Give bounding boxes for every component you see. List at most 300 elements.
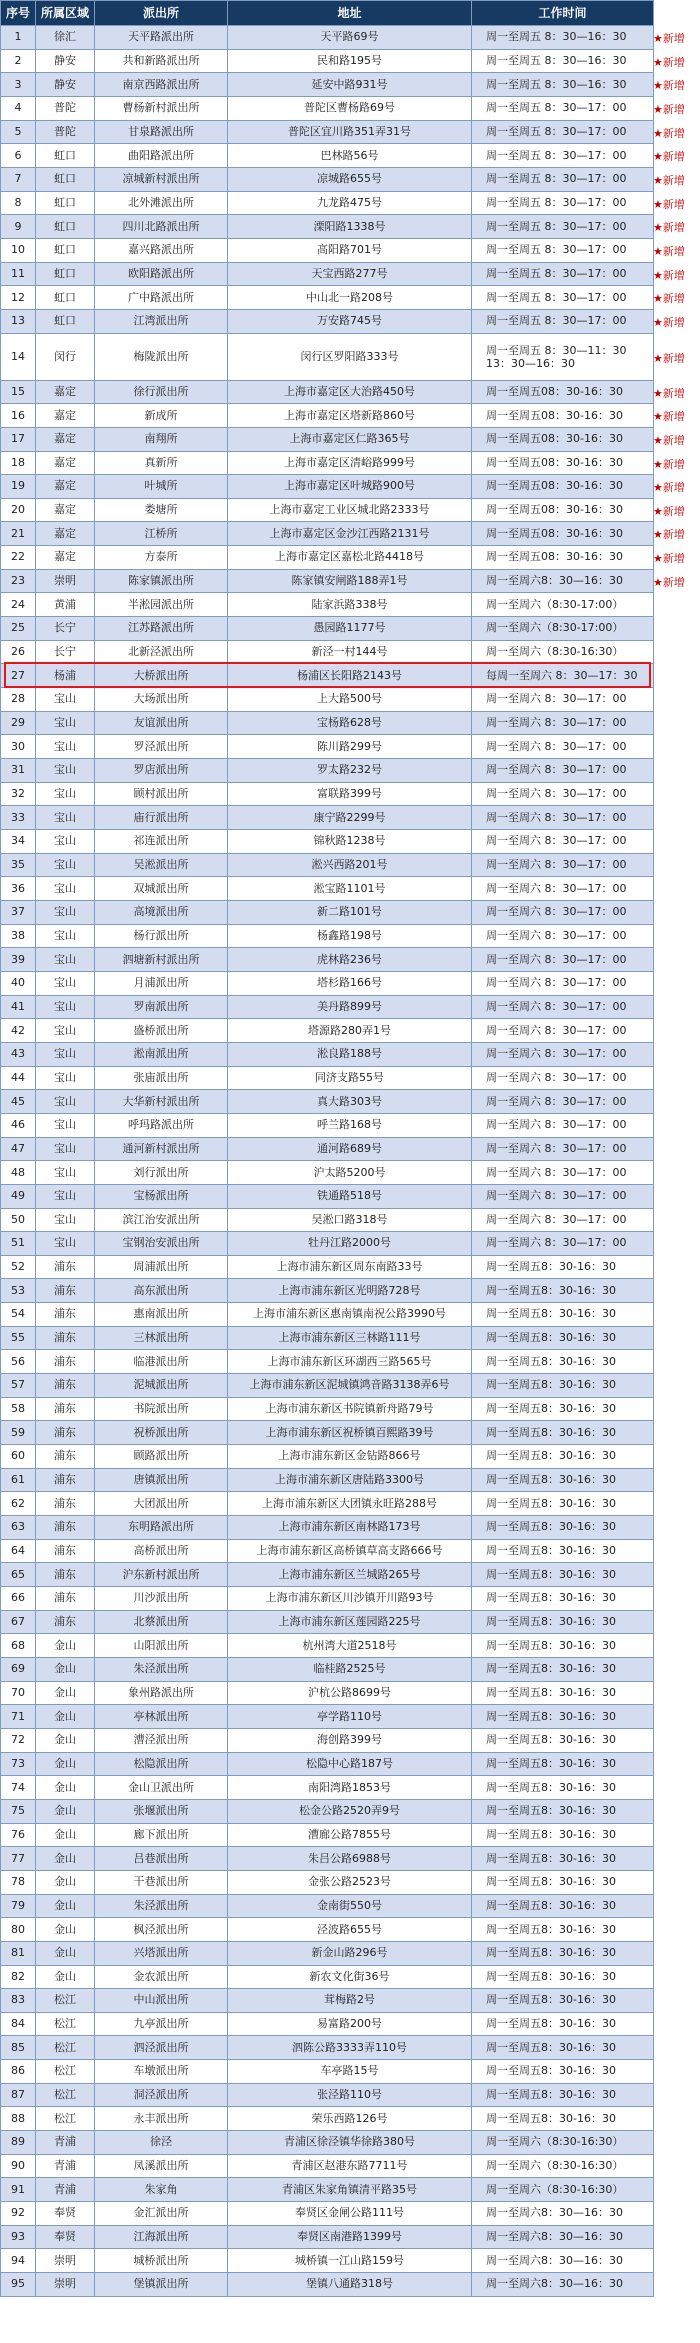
row-hours: 周一至周五8：30-16：30 bbox=[472, 1847, 654, 1871]
row-district: 宝山 bbox=[36, 782, 95, 806]
table-row bbox=[1, 1847, 654, 1871]
row-district: 嘉定 bbox=[36, 380, 95, 404]
new-badge bbox=[653, 526, 700, 542]
row-address: 上海市浦东新区大团镇永旺路288号 bbox=[228, 1492, 472, 1516]
row-district: 浦东 bbox=[36, 1397, 95, 1421]
header-district: 所属区域 bbox=[36, 1, 95, 26]
new-badge-label: 新增 bbox=[662, 198, 685, 211]
row-hours: 周一至周六 8：30—17：00 bbox=[472, 782, 654, 806]
row-index: 57 bbox=[1, 1374, 36, 1398]
row-index: 69 bbox=[1, 1657, 36, 1681]
table-row bbox=[1, 286, 654, 310]
table-row bbox=[1, 1255, 654, 1279]
table-row bbox=[1, 2107, 654, 2131]
row-station: 月浦派出所 bbox=[95, 971, 228, 995]
row-hours: 周一至周六 8：30—17：00 bbox=[472, 759, 654, 783]
table-row bbox=[1, 1350, 654, 1374]
row-address: 临桂路2525号 bbox=[228, 1657, 472, 1681]
new-badge-label: 新增 bbox=[662, 56, 685, 69]
row-district: 嘉定 bbox=[36, 522, 95, 546]
row-index: 42 bbox=[1, 1019, 36, 1043]
row-station: 陈家镇派出所 bbox=[95, 569, 228, 593]
row-hours: 周一至周五8：30-16：30 bbox=[472, 2083, 654, 2107]
table-row bbox=[1, 711, 654, 735]
row-address: 淞兴西路201号 bbox=[228, 853, 472, 877]
row-address: 上海市嘉定区清峪路999号 bbox=[228, 451, 472, 475]
table-row bbox=[1, 1539, 654, 1563]
table-row bbox=[1, 1681, 654, 1705]
row-address: 青浦区徐泾镇华徐路380号 bbox=[228, 2131, 472, 2155]
table-row bbox=[1, 191, 654, 215]
row-hours: 周一至周五08：30-16：30 bbox=[472, 522, 654, 546]
star-icon: ★ bbox=[653, 127, 663, 140]
table-row bbox=[1, 238, 654, 262]
row-index: 35 bbox=[1, 853, 36, 877]
row-station: 洞泾派出所 bbox=[95, 2083, 228, 2107]
row-address: 九龙路475号 bbox=[228, 191, 472, 215]
row-station: 曹杨新村派出所 bbox=[95, 96, 228, 120]
row-address: 上海市嘉定工业区城北路2333号 bbox=[228, 498, 472, 522]
new-badge-label: 新增 bbox=[662, 127, 685, 140]
row-index: 32 bbox=[1, 782, 36, 806]
row-address: 普陀区曹杨路69号 bbox=[228, 96, 472, 120]
row-hours: 周一至周六 8：30—17：00 bbox=[472, 688, 654, 712]
row-district: 长宁 bbox=[36, 640, 95, 664]
row-hours: 周一至周五 8：30—17：00 bbox=[472, 144, 654, 168]
row-district: 浦东 bbox=[36, 1563, 95, 1587]
table-row bbox=[1, 522, 654, 546]
row-index: 39 bbox=[1, 948, 36, 972]
table-row bbox=[1, 1965, 654, 1989]
row-index: 13 bbox=[1, 309, 36, 333]
row-district: 宝山 bbox=[36, 1184, 95, 1208]
row-station: 刘行派出所 bbox=[95, 1161, 228, 1185]
row-address: 车亭路15号 bbox=[228, 2060, 472, 2084]
row-district: 宝山 bbox=[36, 948, 95, 972]
row-district: 松江 bbox=[36, 2012, 95, 2036]
row-station: 书院派出所 bbox=[95, 1397, 228, 1421]
row-district: 浦东 bbox=[36, 1374, 95, 1398]
row-station: 泗泾派出所 bbox=[95, 2036, 228, 2060]
row-district: 金山 bbox=[36, 1705, 95, 1729]
row-index: 89 bbox=[1, 2131, 36, 2155]
row-station: 张堰派出所 bbox=[95, 1799, 228, 1823]
row-address: 上海市浦东新区周东南路33号 bbox=[228, 1255, 472, 1279]
row-index: 84 bbox=[1, 2012, 36, 2036]
row-district: 浦东 bbox=[36, 1445, 95, 1469]
row-station: 山阳派出所 bbox=[95, 1634, 228, 1658]
row-address: 青浦区朱家角镇清平路35号 bbox=[228, 2178, 472, 2202]
table-row bbox=[1, 948, 654, 972]
row-station: 大团派出所 bbox=[95, 1492, 228, 1516]
row-hours: 周一至周五8：30-16：30 bbox=[472, 1374, 654, 1398]
row-hours: 周一至周六8：30—16：30 bbox=[472, 2273, 654, 2297]
table-row bbox=[1, 167, 654, 191]
row-hours: 周一至周五 8：30—17：00 bbox=[472, 309, 654, 333]
table-row bbox=[1, 49, 654, 73]
row-address: 虎林路236号 bbox=[228, 948, 472, 972]
table-row bbox=[1, 995, 654, 1019]
row-hours: 周一至周五8：30-16：30 bbox=[472, 2107, 654, 2131]
row-district: 浦东 bbox=[36, 1539, 95, 1563]
row-hours: 周一至周六 8：30—17：00 bbox=[472, 1232, 654, 1256]
table-row bbox=[1, 1421, 654, 1445]
row-station: 兴塔派出所 bbox=[95, 1941, 228, 1965]
table-row bbox=[1, 1516, 654, 1540]
table-row bbox=[1, 1941, 654, 1965]
table-row bbox=[1, 1563, 654, 1587]
table-row bbox=[1, 451, 654, 475]
table-row bbox=[1, 971, 654, 995]
row-index: 41 bbox=[1, 995, 36, 1019]
row-district: 金山 bbox=[36, 1728, 95, 1752]
row-station: 金农派出所 bbox=[95, 1965, 228, 1989]
new-badge bbox=[653, 385, 700, 401]
table-row bbox=[1, 900, 654, 924]
header-address: 地址 bbox=[228, 1, 472, 26]
row-index: 27 bbox=[1, 664, 36, 688]
row-index: 38 bbox=[1, 924, 36, 948]
row-district: 青浦 bbox=[36, 2154, 95, 2178]
table-row bbox=[1, 569, 654, 593]
new-badge bbox=[653, 574, 700, 590]
row-hours: 周一至周六 8：30—17：00 bbox=[472, 1113, 654, 1137]
row-index: 11 bbox=[1, 262, 36, 286]
row-district: 松江 bbox=[36, 2036, 95, 2060]
star-icon: ★ bbox=[653, 410, 663, 423]
row-district: 徐汇 bbox=[36, 26, 95, 50]
table-row bbox=[1, 120, 654, 144]
row-hours: 周一至周六 8：30—17：00 bbox=[472, 806, 654, 830]
table-row bbox=[1, 2154, 654, 2178]
row-index: 3 bbox=[1, 73, 36, 97]
row-index: 61 bbox=[1, 1468, 36, 1492]
row-district: 嘉定 bbox=[36, 451, 95, 475]
row-station: 泗塘新村派出所 bbox=[95, 948, 228, 972]
new-badge-label: 新增 bbox=[662, 410, 685, 423]
table-row bbox=[1, 782, 654, 806]
row-address: 海创路399号 bbox=[228, 1728, 472, 1752]
row-hours: 周一至周五08：30-16：30 bbox=[472, 427, 654, 451]
table-row bbox=[1, 759, 654, 783]
row-hours: 周一至周五8：30-16：30 bbox=[472, 1350, 654, 1374]
row-station: 欧阳路派出所 bbox=[95, 262, 228, 286]
row-address: 上海市浦东新区光明路728号 bbox=[228, 1279, 472, 1303]
row-hours: 周一至周五 8：30—16：30 bbox=[472, 26, 654, 50]
table-row bbox=[1, 546, 654, 570]
row-station: 亭林派出所 bbox=[95, 1705, 228, 1729]
row-district: 嘉定 bbox=[36, 427, 95, 451]
row-hours: 周一至周五8：30-16：30 bbox=[472, 1965, 654, 1989]
row-district: 浦东 bbox=[36, 1610, 95, 1634]
row-station: 北外滩派出所 bbox=[95, 191, 228, 215]
row-address: 上海市嘉定区大治路450号 bbox=[228, 380, 472, 404]
row-address: 泾波路655号 bbox=[228, 1918, 472, 1942]
table-row bbox=[1, 2225, 654, 2249]
row-address: 杨鑫路198号 bbox=[228, 924, 472, 948]
row-index: 25 bbox=[1, 617, 36, 641]
table-row bbox=[1, 404, 654, 428]
table-row bbox=[1, 1705, 654, 1729]
table-row bbox=[1, 2060, 654, 2084]
new-badge bbox=[653, 408, 700, 424]
row-station: 吕巷派出所 bbox=[95, 1847, 228, 1871]
row-district: 浦东 bbox=[36, 1587, 95, 1611]
row-index: 2 bbox=[1, 49, 36, 73]
row-station: 盛桥派出所 bbox=[95, 1019, 228, 1043]
row-station: 朱泾派出所 bbox=[95, 1894, 228, 1918]
row-address: 金南街550号 bbox=[228, 1894, 472, 1918]
row-hours: 周一至周五8：30-16：30 bbox=[472, 2060, 654, 2084]
row-index: 86 bbox=[1, 2060, 36, 2084]
row-station: 罗店派出所 bbox=[95, 759, 228, 783]
row-station: 呼玛路派出所 bbox=[95, 1113, 228, 1137]
row-address: 凉城路655号 bbox=[228, 167, 472, 191]
row-address: 上海市浦东新区南林路173号 bbox=[228, 1516, 472, 1540]
row-index: 19 bbox=[1, 475, 36, 499]
row-address: 民和路195号 bbox=[228, 49, 472, 73]
row-hours: 周一至周六 8：30—17：00 bbox=[472, 1161, 654, 1185]
row-hours: 周一至周五8：30-16：30 bbox=[472, 1894, 654, 1918]
row-index: 72 bbox=[1, 1728, 36, 1752]
row-station: 凤溪派出所 bbox=[95, 2154, 228, 2178]
table-row bbox=[1, 73, 654, 97]
row-station: 永丰派出所 bbox=[95, 2107, 228, 2131]
row-address: 松金公路2520弄9号 bbox=[228, 1799, 472, 1823]
row-index: 31 bbox=[1, 759, 36, 783]
row-district: 金山 bbox=[36, 1681, 95, 1705]
table-row bbox=[1, 2249, 654, 2273]
table-row bbox=[1, 1090, 654, 1114]
table-row bbox=[1, 1374, 654, 1398]
row-index: 1 bbox=[1, 26, 36, 50]
table-row bbox=[1, 1776, 654, 1800]
new-badge-label: 新增 bbox=[662, 245, 685, 258]
row-station: 四川北路派出所 bbox=[95, 215, 228, 239]
new-badge-label: 新增 bbox=[662, 150, 685, 163]
row-index: 78 bbox=[1, 1870, 36, 1894]
row-station: 曲阳路派出所 bbox=[95, 144, 228, 168]
table-row bbox=[1, 1184, 654, 1208]
row-hours: 周一至周五8：30-16：30 bbox=[472, 1989, 654, 2013]
row-station: 共和新路派出所 bbox=[95, 49, 228, 73]
row-index: 92 bbox=[1, 2202, 36, 2226]
row-station: 惠南派出所 bbox=[95, 1303, 228, 1327]
row-district: 嘉定 bbox=[36, 404, 95, 428]
row-index: 37 bbox=[1, 900, 36, 924]
row-station: 凉城新村派出所 bbox=[95, 167, 228, 191]
row-index: 47 bbox=[1, 1137, 36, 1161]
row-address: 朱吕公路6988号 bbox=[228, 1847, 472, 1871]
row-index: 62 bbox=[1, 1492, 36, 1516]
row-district: 金山 bbox=[36, 1965, 95, 1989]
star-icon: ★ bbox=[653, 316, 663, 329]
row-index: 46 bbox=[1, 1113, 36, 1137]
table-row bbox=[1, 26, 654, 50]
row-index: 93 bbox=[1, 2225, 36, 2249]
row-district: 崇明 bbox=[36, 2249, 95, 2273]
star-icon: ★ bbox=[653, 434, 663, 447]
row-station: 南翔所 bbox=[95, 427, 228, 451]
row-district: 黄浦 bbox=[36, 593, 95, 617]
header-index: 序号 bbox=[1, 1, 36, 26]
new-badge bbox=[653, 125, 700, 141]
row-index: 95 bbox=[1, 2273, 36, 2297]
row-district: 金山 bbox=[36, 1752, 95, 1776]
row-station: 松隐派出所 bbox=[95, 1752, 228, 1776]
star-icon: ★ bbox=[653, 56, 663, 69]
row-hours: 周一至周六 8：30—17：00 bbox=[472, 877, 654, 901]
new-badge-label: 新增 bbox=[662, 528, 685, 541]
row-hours: 周一至周六 8：30—17：00 bbox=[472, 735, 654, 759]
row-district: 宝山 bbox=[36, 1208, 95, 1232]
row-district: 宝山 bbox=[36, 1042, 95, 1066]
row-station: 大场派出所 bbox=[95, 688, 228, 712]
row-hours: 周一至周六（8:30-17:00） bbox=[472, 617, 654, 641]
row-hours: 周一至周六 8：30—17：00 bbox=[472, 900, 654, 924]
row-station: 天平路派出所 bbox=[95, 26, 228, 50]
row-hours: 周一至周五8：30-16：30 bbox=[472, 2012, 654, 2036]
table-row bbox=[1, 853, 654, 877]
row-index: 71 bbox=[1, 1705, 36, 1729]
row-hours: 周一至周五 8：30—17：00 bbox=[472, 191, 654, 215]
row-hours: 周一至周五8：30-16：30 bbox=[472, 1445, 654, 1469]
row-station: 新成所 bbox=[95, 404, 228, 428]
row-address: 牡丹江路2000号 bbox=[228, 1232, 472, 1256]
table-row bbox=[1, 1161, 654, 1185]
row-district: 嘉定 bbox=[36, 475, 95, 499]
row-index: 40 bbox=[1, 971, 36, 995]
row-station: 宝钢治安派出所 bbox=[95, 1232, 228, 1256]
table-row bbox=[1, 1610, 654, 1634]
row-index: 76 bbox=[1, 1823, 36, 1847]
star-icon: ★ bbox=[653, 79, 663, 92]
star-icon: ★ bbox=[653, 245, 663, 258]
new-badge bbox=[653, 148, 700, 164]
row-station: 徐泾 bbox=[95, 2131, 228, 2155]
row-hours: 周一至周五08：30-16：30 bbox=[472, 451, 654, 475]
row-station: 罗南派出所 bbox=[95, 995, 228, 1019]
row-address: 杨浦区长阳路2143号 bbox=[228, 664, 472, 688]
row-hours: 周一至周五 8：30—17：00 bbox=[472, 286, 654, 310]
row-index: 90 bbox=[1, 2154, 36, 2178]
row-hours: 周一至周五 8：30—17：00 bbox=[472, 238, 654, 262]
row-district: 宝山 bbox=[36, 1232, 95, 1256]
row-index: 36 bbox=[1, 877, 36, 901]
row-index: 94 bbox=[1, 2249, 36, 2273]
row-index: 74 bbox=[1, 1776, 36, 1800]
table-row bbox=[1, 1752, 654, 1776]
row-station: 友谊派出所 bbox=[95, 711, 228, 735]
row-address: 真大路303号 bbox=[228, 1090, 472, 1114]
row-index: 45 bbox=[1, 1090, 36, 1114]
row-address: 吴淞口路318号 bbox=[228, 1208, 472, 1232]
row-station: 三林派出所 bbox=[95, 1326, 228, 1350]
star-icon: ★ bbox=[653, 528, 663, 541]
star-icon: ★ bbox=[653, 32, 663, 45]
row-address: 上海市嘉定区金沙江西路2131号 bbox=[228, 522, 472, 546]
row-hours: 周一至周六（8:30-16:30） bbox=[472, 2178, 654, 2202]
row-address: 金张公路2523号 bbox=[228, 1870, 472, 1894]
row-station: 九亭派出所 bbox=[95, 2012, 228, 2036]
row-district: 嘉定 bbox=[36, 498, 95, 522]
table-row bbox=[1, 806, 654, 830]
row-hours: 周一至周六 8：30—17：00 bbox=[472, 1066, 654, 1090]
row-hours: 周一至周五8：30-16：30 bbox=[472, 1705, 654, 1729]
row-index: 53 bbox=[1, 1279, 36, 1303]
new-badge-label: 新增 bbox=[662, 269, 685, 282]
row-station: 高境派出所 bbox=[95, 900, 228, 924]
table-row bbox=[1, 144, 654, 168]
row-address: 陆家浜路338号 bbox=[228, 593, 472, 617]
new-badge bbox=[653, 196, 700, 212]
row-station: 堡镇派出所 bbox=[95, 2273, 228, 2297]
row-index: 33 bbox=[1, 806, 36, 830]
new-badge bbox=[653, 101, 700, 117]
row-hours: 周一至周五 8：30—16：30 bbox=[472, 73, 654, 97]
row-address: 同济支路55号 bbox=[228, 1066, 472, 1090]
row-hours: 周一至周五 8：30—17：00 bbox=[472, 120, 654, 144]
new-badge-label: 新增 bbox=[662, 552, 685, 565]
table-row bbox=[1, 1042, 654, 1066]
row-station: 车墩派出所 bbox=[95, 2060, 228, 2084]
row-address: 愚园路1177号 bbox=[228, 617, 472, 641]
row-hours: 周一至周五8：30-16：30 bbox=[472, 1492, 654, 1516]
row-address: 上海市浦东新区川沙镇开川路93号 bbox=[228, 1587, 472, 1611]
row-station: 金汇派出所 bbox=[95, 2202, 228, 2226]
row-address: 铁通路518号 bbox=[228, 1184, 472, 1208]
row-address: 罗太路232号 bbox=[228, 759, 472, 783]
row-station: 顾村派出所 bbox=[95, 782, 228, 806]
row-district: 浦东 bbox=[36, 1350, 95, 1374]
row-hours: 周一至周五8：30-16：30 bbox=[472, 1799, 654, 1823]
row-station: 大华新村派出所 bbox=[95, 1090, 228, 1114]
row-address: 上海市浦东新区祝桥镇百熙路39号 bbox=[228, 1421, 472, 1445]
row-address: 上海市嘉定区嘉松北路4418号 bbox=[228, 546, 472, 570]
row-address: 易富路200号 bbox=[228, 2012, 472, 2036]
row-address: 普陀区宜川路351弄31号 bbox=[228, 120, 472, 144]
row-station: 干巷派出所 bbox=[95, 1870, 228, 1894]
star-icon: ★ bbox=[653, 269, 663, 282]
row-hours: 周一至周五8：30-16：30 bbox=[472, 1870, 654, 1894]
row-index: 88 bbox=[1, 2107, 36, 2131]
row-address: 泗陈公路3333弄110号 bbox=[228, 2036, 472, 2060]
row-district: 青浦 bbox=[36, 2178, 95, 2202]
row-address: 奉贤区南港路1399号 bbox=[228, 2225, 472, 2249]
row-hours: 周一至周五08：30-16：30 bbox=[472, 380, 654, 404]
row-station: 城桥派出所 bbox=[95, 2249, 228, 2273]
row-address: 淞良路188号 bbox=[228, 1042, 472, 1066]
new-badge bbox=[653, 219, 700, 235]
table-row bbox=[1, 1799, 654, 1823]
row-district: 宝山 bbox=[36, 1113, 95, 1137]
row-address: 陈川路299号 bbox=[228, 735, 472, 759]
row-hours: 周一至周五8：30-16：30 bbox=[472, 1563, 654, 1587]
row-address: 城桥镇一江山路159号 bbox=[228, 2249, 472, 2273]
row-hours: 周一至周六（8:30-16:30） bbox=[472, 640, 654, 664]
row-station: 朱泾派出所 bbox=[95, 1657, 228, 1681]
row-index: 22 bbox=[1, 546, 36, 570]
row-district: 金山 bbox=[36, 1657, 95, 1681]
row-hours: 周一至周五8：30-16：30 bbox=[472, 1397, 654, 1421]
row-address: 漕廊公路7855号 bbox=[228, 1823, 472, 1847]
table-row bbox=[1, 688, 654, 712]
row-address: 上海市嘉定区叶城路900号 bbox=[228, 475, 472, 499]
table-row bbox=[1, 2131, 654, 2155]
star-icon: ★ bbox=[653, 198, 663, 211]
table-row bbox=[1, 1823, 654, 1847]
table-row bbox=[1, 735, 654, 759]
